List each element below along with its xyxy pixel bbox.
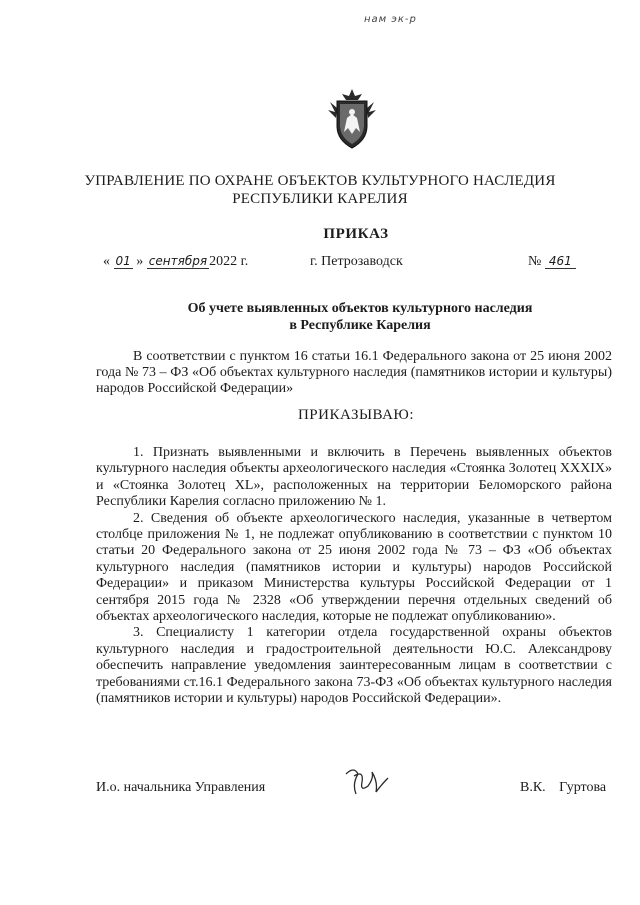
- date-month: сентября: [148, 254, 208, 268]
- order-item: 1. Признать выявленными и включить в Перечень выявленных объектов культурного наследия объекты археологического наследия «Стоянка Золотец XXXIX» и «Стоянка Золотец XL», расположенных на территории Беломорского района Республики Карелия согласно приложению № 1.: [96, 445, 612, 510]
- preamble-paragraph: В соответствии с пунктом 16 статьи 16.1 Федерального закона от 25 июня 2002 года № 73 – ФЗ «Об объектах культурного наследия (памятников истории и культуры) народов Российской Федерации»: [96, 349, 612, 397]
- handwritten-signature: [342, 764, 392, 800]
- subject-line2: в Республике Карелия: [289, 318, 431, 333]
- document-type-title: ПРИКАЗ: [323, 226, 389, 242]
- order-item: 3. Специалисту 1 категории отдела государственной охраны объектов культурного наследия и градостроительной деятельности Ю.С. Александрову обеспечить направление уведомления заинтересованным лицам в соответствии с требованиями ст.16.1 Федерального закона 73-ФЗ «Об объектах культурного наследия (памятников истории и культуры) народов Российской Федерации».: [96, 625, 612, 707]
- date-quote-open: «: [103, 254, 110, 269]
- organization-header: [0, 172, 640, 208]
- date-year: 2022 г.: [209, 254, 249, 269]
- org-name-line1: УПРАВЛЕНИЕ ПО ОХРАНЕ ОБЪЕКТОВ КУЛЬТУРНОГО НАСЛЕДИЯ: [84, 173, 556, 189]
- order-number-label: №: [528, 254, 542, 269]
- date-day: 01: [115, 254, 131, 268]
- order-directive-word: ПРИКАЗЫВАЮ:: [297, 407, 415, 423]
- order-number-value: 461: [545, 254, 576, 269]
- subject-line1: Об учете выявленных объектов культурного наследия: [187, 301, 533, 316]
- date-quote-close: »: [136, 254, 144, 269]
- signatory-title: И.о. начальника Управления: [96, 780, 266, 795]
- handwritten-note: нам эк-р: [364, 14, 417, 25]
- order-subject: [150, 300, 570, 334]
- order-items: [96, 445, 612, 708]
- karelia-coat-of-arms-icon: [327, 88, 377, 150]
- signatory-name: В.К. Гуртова: [520, 780, 607, 795]
- org-name-line2: РЕСПУБЛИКИ КАРЕЛИЯ: [232, 191, 408, 207]
- order-number: [528, 254, 576, 270]
- order-item: 2. Сведения об объекте археологического наследия, указанные в четвертом столбце приложения № 1, не подлежат опубликованию в соответствии с пунктом 10 статьи 20 Федерального закона от 25 июня 2002 года № 73 – ФЗ «Об объектах культурного наследия (памятников истории и культуры) народов Российской Федерации» и приказом Министерства культуры Российской Федерации от 1 сентября 2015 года № 2328 «Об утверждении перечня отдельных сведений об объектах археологического наследия, которые не подлежат опубликованию».: [96, 510, 612, 625]
- issue-city: г. Петрозаводск: [310, 254, 403, 269]
- order-date: [103, 254, 248, 270]
